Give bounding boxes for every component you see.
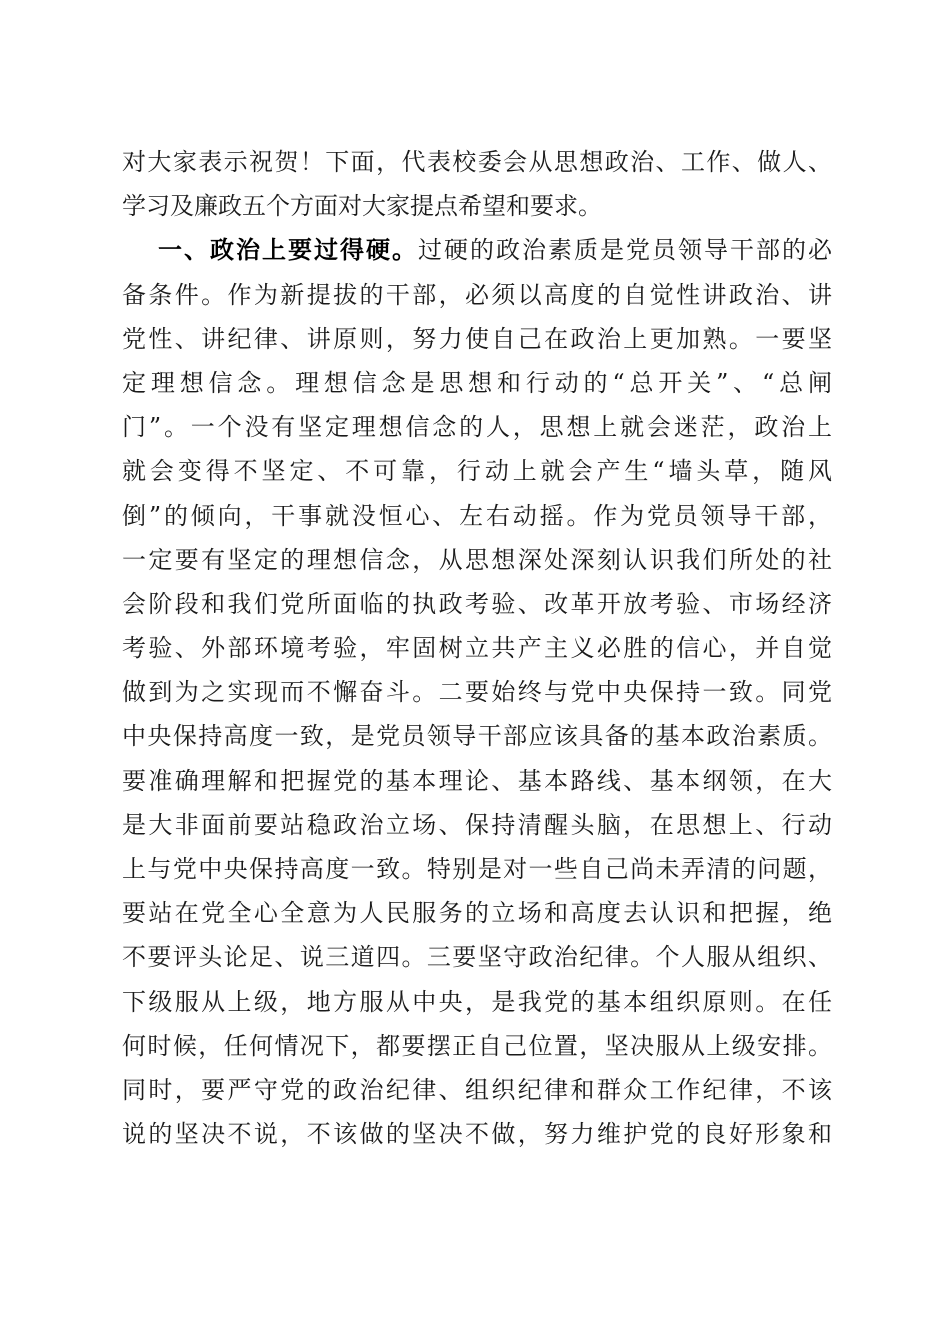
text-line: 备条件。作为新提拔的干部，必须以高度的自觉性讲政治、讲 bbox=[122, 280, 832, 309]
section-first-line-text: 过硬的政治素质是党员领导干部的必 bbox=[418, 236, 832, 265]
text-line: 定理想信念。理想信念是思想和行动的“总开关”、“总闸 bbox=[122, 368, 832, 397]
text-line: 同时，要严守党的政治纪律、组织纪律和群众工作纪律，不该 bbox=[122, 1075, 832, 1104]
text-line: 做到为之实现而不懈奋斗。二要始终与党中央保持一致。同党 bbox=[122, 678, 832, 707]
text-line: 下级服从上级，地方服从中央，是我党的基本组织原则。在任 bbox=[122, 987, 832, 1016]
text-line: 要站在党全心全意为人民服务的立场和高度去认识和把握，绝 bbox=[122, 899, 832, 928]
text-line: 门”。一个没有坚定理想信念的人，思想上就会迷茫，政治上 bbox=[122, 413, 832, 442]
text-line: 对大家表示祝贺！下面，代表校委会从思想政治、工作、做人、 bbox=[122, 148, 832, 176]
text-line: 会阶段和我们党所面临的执政考验、改革开放考验、市场经济 bbox=[122, 589, 832, 618]
text-line: 说的坚决不说，不该做的坚决不做，努力维护党的良好形象和 bbox=[122, 1120, 832, 1149]
body-text bbox=[122, 140, 832, 1156]
text-line: 上与党中央保持高度一致。特别是对一些自己尚未弄清的问题， bbox=[122, 855, 832, 883]
text-line: 考验、外部环境考验，牢固树立共产主义必胜的信心，并自觉 bbox=[122, 634, 832, 663]
text-line: 中央保持高度一致，是党员领导干部应该具备的基本政治素质。 bbox=[122, 722, 832, 751]
text-line: 是大非面前要站稳政治立场、保持清醒头脑，在思想上、行动 bbox=[122, 810, 832, 839]
text-line: 不要评头论足、说三道四。三要坚守政治纪律。个人服从组织、 bbox=[122, 943, 832, 972]
text-line: 倒”的倾向，干事就没恒心、左右动摇。作为党员领导干部， bbox=[122, 501, 832, 530]
section-heading: 一、政治上要过得硬。 bbox=[158, 236, 418, 265]
text-line: 党性、讲纪律、讲原则，努力使自己在政治上更加熟。一要坚 bbox=[122, 324, 832, 353]
text-line: 就会变得不坚定、不可靠，行动上就会产生“墙头草，随风 bbox=[122, 457, 832, 486]
text-line: 学习及廉政五个方面对大家提点希望和要求。 bbox=[122, 192, 602, 221]
text-line: 一定要有坚定的理想信念，从思想深处深刻认识我们所处的社 bbox=[122, 545, 832, 574]
section-first-line bbox=[122, 228, 832, 272]
text-line: 要准确理解和把握党的基本理论、基本路线、基本纲领，在大 bbox=[122, 766, 832, 795]
text-line: 何时候，任何情况下，都要摆正自己位置，坚决服从上级安排。 bbox=[122, 1031, 832, 1060]
